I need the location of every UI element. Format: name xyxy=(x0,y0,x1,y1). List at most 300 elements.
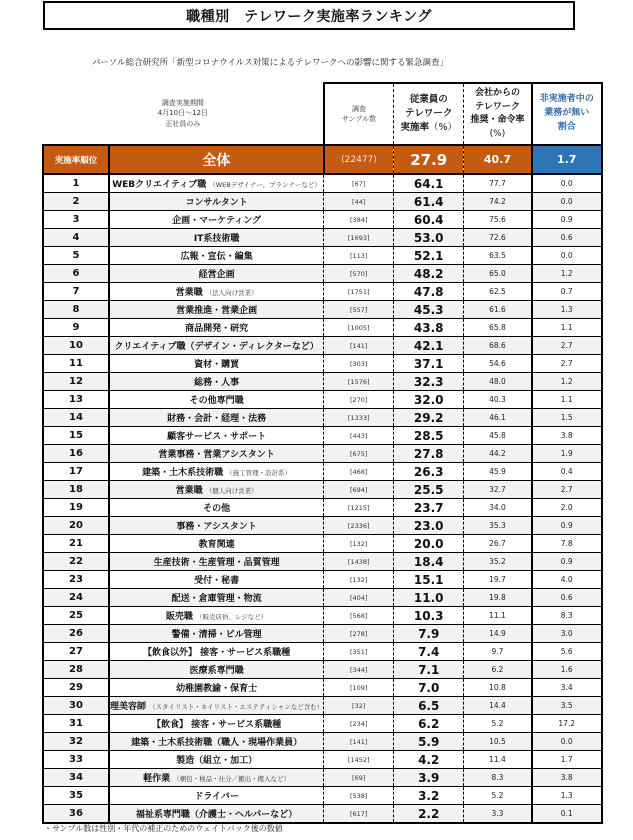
row-job-name xyxy=(109,661,324,679)
table-row xyxy=(43,319,602,337)
row-rank: 29 xyxy=(43,679,109,697)
row-rank: 14 xyxy=(43,409,109,427)
row-company-rate: 40.3 xyxy=(464,391,532,409)
row-nowork-ratio: 0.9 xyxy=(532,211,602,229)
row-nowork-ratio: 0.0 xyxy=(532,733,602,751)
row-job-name xyxy=(109,625,324,643)
table-row xyxy=(43,499,602,517)
row-nowork-ratio: 2.0 xyxy=(532,499,602,517)
row-job-name xyxy=(109,319,324,337)
row-job-name xyxy=(109,174,324,193)
row-telework-rate: 47.8 xyxy=(394,283,464,301)
row-telework-rate: 52.1 xyxy=(394,247,464,265)
header-rate-label: 実施率 xyxy=(400,122,429,134)
table-row xyxy=(43,445,602,463)
row-sample: [2336] xyxy=(324,517,394,535)
row-sample: [538] xyxy=(324,787,394,805)
ranking-table xyxy=(42,82,603,824)
table-row xyxy=(43,553,602,571)
row-company-rate: 65.8 xyxy=(464,319,532,337)
row-telework-rate: 32.3 xyxy=(394,373,464,391)
header-sample-line2: サンプル数 xyxy=(341,115,377,123)
row-telework-rate: 27.8 xyxy=(394,445,464,463)
row-rank: 24 xyxy=(43,589,109,607)
row-telework-rate: 5.9 xyxy=(394,733,464,751)
row-company-rate: 54.6 xyxy=(464,355,532,373)
row-job-name xyxy=(109,535,324,553)
row-job-name xyxy=(109,787,324,805)
row-job-title: 経営企画 xyxy=(198,270,235,280)
row-nowork-ratio: 1.6 xyxy=(532,661,602,679)
row-sample: [109] xyxy=(324,679,394,697)
total-company: 40.7 xyxy=(464,145,532,174)
row-job-title: 建築・土木系技術職（職人・現場作業員） xyxy=(131,738,303,748)
row-rank: 4 xyxy=(43,229,109,247)
header-company-line1: 会社からの xyxy=(474,88,520,98)
row-sample: [557] xyxy=(324,301,394,319)
table-row xyxy=(43,787,602,805)
row-rank: 32 xyxy=(43,733,109,751)
row-company-rate: 77.7 xyxy=(464,174,532,193)
row-job-name xyxy=(109,283,324,301)
row-rank: 22 xyxy=(43,553,109,571)
row-telework-rate: 15.1 xyxy=(394,571,464,589)
row-company-rate: 26.7 xyxy=(464,535,532,553)
row-telework-rate: 11.0 xyxy=(394,589,464,607)
row-company-rate: 3.3 xyxy=(464,805,532,824)
row-rank: 2 xyxy=(43,193,109,211)
row-job-name xyxy=(109,445,324,463)
row-job-title: 販売職 xyxy=(165,612,193,622)
row-job-name xyxy=(109,463,324,481)
row-telework-rate: 42.1 xyxy=(394,337,464,355)
total-rank-label: 実施率順位 xyxy=(43,145,109,174)
row-telework-rate: 20.0 xyxy=(394,535,464,553)
row-job-title: 営業職 xyxy=(175,486,203,496)
row-company-rate: 65.0 xyxy=(464,265,532,283)
row-rank: 11 xyxy=(43,355,109,373)
row-job-name xyxy=(109,229,324,247)
row-job-name xyxy=(109,715,324,733)
row-company-rate: 14.9 xyxy=(464,625,532,643)
row-sample: [1751] xyxy=(324,283,394,301)
row-telework-rate: 43.8 xyxy=(394,319,464,337)
table-row xyxy=(43,589,602,607)
row-job-note: （施工管理・設計系） xyxy=(226,469,292,477)
header-no-work-ratio xyxy=(532,83,602,145)
row-job-title: 幼稚園教諭・保育士 xyxy=(176,684,258,694)
header-period-scope: 正社員のみ xyxy=(165,119,201,128)
row-telework-rate: 29.2 xyxy=(394,409,464,427)
row-sample: [468] xyxy=(324,463,394,481)
row-sample: [1693] xyxy=(324,229,394,247)
row-company-rate: 11.1 xyxy=(464,607,532,625)
header-company-unit: (%) xyxy=(489,128,506,139)
row-job-title: コンサルタント xyxy=(185,198,248,208)
row-sample: [694] xyxy=(324,481,394,499)
row-job-note: （販売店員、レジなど） xyxy=(195,613,268,621)
row-company-rate: 74.2 xyxy=(464,193,532,211)
row-nowork-ratio: 3.0 xyxy=(532,625,602,643)
row-sample: [303] xyxy=(324,355,394,373)
row-rank: 13 xyxy=(43,391,109,409)
row-company-rate: 45.8 xyxy=(464,427,532,445)
total-nowork: 1.7 xyxy=(532,145,602,174)
row-telework-rate: 18.4 xyxy=(394,553,464,571)
row-rank: 10 xyxy=(43,337,109,355)
row-telework-rate: 4.2 xyxy=(394,751,464,769)
header-rate-line3 xyxy=(394,121,463,135)
row-company-rate: 8.3 xyxy=(464,769,532,787)
row-sample: [443] xyxy=(324,427,394,445)
header-company-line2: テレワーク xyxy=(475,101,520,112)
row-job-title: 警備・清掃・ビル管理 xyxy=(171,630,262,640)
row-telework-rate: 7.0 xyxy=(394,679,464,697)
footnote: ・サンプル数は性別・年代の補正のためのウェイトバック後の数値 xyxy=(44,824,283,833)
row-nowork-ratio: 0.6 xyxy=(532,229,602,247)
row-telework-rate: 37.1 xyxy=(394,355,464,373)
header-rate-line2: テレワーク xyxy=(405,107,453,119)
row-sample: [278] xyxy=(324,625,394,643)
row-rank: 21 xyxy=(43,535,109,553)
row-job-title: 建築・土木系技術職 xyxy=(142,468,224,478)
row-company-rate: 19.8 xyxy=(464,589,532,607)
table-row xyxy=(43,229,602,247)
row-job-note: （スタイリスト・ネイリスト・エステティシャンなど含む） xyxy=(149,703,324,711)
row-job-title: 受付・秘書 xyxy=(194,576,240,586)
table-row xyxy=(43,643,602,661)
header-nowork-line2: 業務が無い xyxy=(544,108,590,119)
row-rank: 36 xyxy=(43,805,109,824)
row-telework-rate: 23.7 xyxy=(394,499,464,517)
header-nowork-line1: 非実施者中の xyxy=(539,94,594,105)
row-company-rate: 6.2 xyxy=(464,661,532,679)
row-sample: [617] xyxy=(324,805,394,824)
table-row xyxy=(43,373,602,391)
table-row xyxy=(43,697,602,715)
row-sample: [1438] xyxy=(324,553,394,571)
row-rank: 7 xyxy=(43,283,109,301)
total-rate: 27.9 xyxy=(394,145,464,174)
header-rate-unit: （%） xyxy=(428,122,457,134)
row-nowork-ratio: 1.1 xyxy=(532,391,602,409)
row-nowork-ratio: 0.0 xyxy=(532,174,602,193)
row-telework-rate: 26.3 xyxy=(394,463,464,481)
table-row xyxy=(43,733,602,751)
row-nowork-ratio: 0.1 xyxy=(532,805,602,824)
row-nowork-ratio: 7.8 xyxy=(532,535,602,553)
row-nowork-ratio: 17.2 xyxy=(532,715,602,733)
row-sample: [344] xyxy=(324,661,394,679)
row-nowork-ratio: 3.4 xyxy=(532,679,602,697)
row-sample: [234] xyxy=(324,715,394,733)
row-sample: [1452] xyxy=(324,751,394,769)
row-job-name xyxy=(109,805,324,824)
table-row xyxy=(43,679,602,697)
row-job-title: 【飲食以外】 接客・サービス系職種 xyxy=(143,648,291,658)
row-company-rate: 44.2 xyxy=(464,445,532,463)
row-nowork-ratio: 5.6 xyxy=(532,643,602,661)
header-sample-line1: 調査 xyxy=(351,104,366,113)
table-row xyxy=(43,265,602,283)
row-rank: 35 xyxy=(43,787,109,805)
table-row xyxy=(43,391,602,409)
row-company-rate: 68.6 xyxy=(464,337,532,355)
table-row xyxy=(43,193,602,211)
row-company-rate: 5.2 xyxy=(464,787,532,805)
row-sample: [270] xyxy=(324,391,394,409)
header-company-recommend-rate xyxy=(464,83,532,145)
row-telework-rate: 60.4 xyxy=(394,211,464,229)
row-company-rate: 34.0 xyxy=(464,499,532,517)
row-sample: [1576] xyxy=(324,373,394,391)
row-company-rate: 14.4 xyxy=(464,697,532,715)
row-rank: 15 xyxy=(43,427,109,445)
row-rank: 6 xyxy=(43,265,109,283)
header-company-line3: 推奨・命令率 xyxy=(470,115,525,125)
row-job-title: 配送・倉庫管理・物流 xyxy=(171,594,262,604)
table-row xyxy=(43,769,602,787)
row-company-rate: 45.9 xyxy=(464,463,532,481)
row-telework-rate: 25.5 xyxy=(394,481,464,499)
row-job-name xyxy=(109,373,324,391)
row-nowork-ratio: 8.3 xyxy=(532,607,602,625)
table-row xyxy=(43,751,602,769)
row-company-rate: 75.6 xyxy=(464,211,532,229)
row-job-name xyxy=(109,517,324,535)
total-sample: (22477) xyxy=(324,145,394,174)
row-job-title: 【飲食】 接客・サービス系職種 xyxy=(152,720,282,730)
row-job-name xyxy=(109,769,324,787)
row-rank: 25 xyxy=(43,607,109,625)
row-rank: 9 xyxy=(43,319,109,337)
row-job-name xyxy=(109,589,324,607)
row-nowork-ratio: 1.3 xyxy=(532,301,602,319)
header-telework-rate xyxy=(394,83,464,145)
row-job-title: 教育関連 xyxy=(198,540,235,550)
row-job-title: 医療系専門職 xyxy=(189,666,244,676)
row-job-title: 資材・購買 xyxy=(194,360,240,370)
row-job-name xyxy=(109,679,324,697)
row-job-title: 製造（組立・加工） xyxy=(176,756,258,766)
row-job-name xyxy=(109,733,324,751)
row-nowork-ratio: 1.3 xyxy=(532,787,602,805)
row-nowork-ratio: 1.2 xyxy=(532,265,602,283)
table-row xyxy=(43,337,602,355)
table-row xyxy=(43,283,602,301)
source-caption: パーソル総合研究所「新型コロナウイルス対策によるテレワークへの影響に関する緊急調査」 xyxy=(92,58,448,68)
row-job-note: （梱包・検品・仕分／搬出・搬入など） xyxy=(173,775,291,783)
row-nowork-ratio: 2.7 xyxy=(532,337,602,355)
row-job-title: 理美容師 xyxy=(110,702,147,712)
total-name: 全体 xyxy=(109,145,324,174)
row-sample: [132] xyxy=(324,571,394,589)
row-job-title: ドライバー xyxy=(194,792,239,802)
table-row xyxy=(43,661,602,679)
row-job-title: 企画・マーケティング xyxy=(172,216,262,226)
row-job-name xyxy=(109,553,324,571)
table-row xyxy=(43,427,602,445)
row-telework-rate: 10.3 xyxy=(394,607,464,625)
row-sample: [351] xyxy=(324,643,394,661)
row-telework-rate: 64.1 xyxy=(394,174,464,193)
row-company-rate: 10.5 xyxy=(464,733,532,751)
row-company-rate: 72.6 xyxy=(464,229,532,247)
header-period-label: 調査実施期間 xyxy=(161,99,204,108)
row-telework-rate: 28.5 xyxy=(394,427,464,445)
row-job-note: （WEBデザイナー、プランナーなど） xyxy=(209,181,322,189)
row-nowork-ratio: 0.0 xyxy=(532,193,602,211)
row-job-name xyxy=(109,193,324,211)
row-rank: 33 xyxy=(43,751,109,769)
row-job-name xyxy=(109,265,324,283)
row-sample: [1005] xyxy=(324,319,394,337)
row-nowork-ratio: 0.7 xyxy=(532,283,602,301)
row-nowork-ratio: 0.9 xyxy=(532,517,602,535)
row-company-rate: 11.4 xyxy=(464,751,532,769)
row-nowork-ratio: 1.2 xyxy=(532,373,602,391)
row-rank: 5 xyxy=(43,247,109,265)
table-row xyxy=(43,463,602,481)
header-sample-size xyxy=(324,83,394,145)
row-telework-rate: 23.0 xyxy=(394,517,464,535)
row-company-rate: 19.7 xyxy=(464,571,532,589)
row-sample: [384] xyxy=(324,211,394,229)
row-sample: [1215] xyxy=(324,499,394,517)
row-sample: [141] xyxy=(324,733,394,751)
row-rank: 28 xyxy=(43,661,109,679)
row-company-rate: 5.2 xyxy=(464,715,532,733)
table-row xyxy=(43,805,602,824)
row-nowork-ratio: 3.8 xyxy=(532,769,602,787)
row-sample: [570] xyxy=(324,265,394,283)
row-rank: 12 xyxy=(43,373,109,391)
row-nowork-ratio: 2.7 xyxy=(532,481,602,499)
row-job-name xyxy=(109,409,324,427)
row-job-title: 営業事務・営業アシスタント xyxy=(158,450,275,460)
row-nowork-ratio: 2.7 xyxy=(532,355,602,373)
row-nowork-ratio: 3.8 xyxy=(532,427,602,445)
row-telework-rate: 7.9 xyxy=(394,625,464,643)
row-telework-rate: 45.3 xyxy=(394,301,464,319)
row-job-name xyxy=(109,355,324,373)
row-job-note: （法人向け営業） xyxy=(205,289,258,297)
row-rank: 8 xyxy=(43,301,109,319)
header-survey-period xyxy=(43,83,324,145)
row-job-name xyxy=(109,751,324,769)
row-company-rate: 61.6 xyxy=(464,301,532,319)
row-company-rate: 32.7 xyxy=(464,481,532,499)
row-job-note: （個人向け営業） xyxy=(205,487,258,495)
row-job-name xyxy=(109,211,324,229)
row-job-title: クリエイティブ職（デザイン・ディレクターなど） xyxy=(114,342,319,352)
row-sample: [404] xyxy=(324,589,394,607)
row-company-rate: 9.7 xyxy=(464,643,532,661)
row-nowork-ratio: 4.0 xyxy=(532,571,602,589)
row-job-title: 顧客サービス・サポート xyxy=(167,432,267,442)
row-job-name xyxy=(109,643,324,661)
row-telework-rate: 61.4 xyxy=(394,193,464,211)
row-sample: [32] xyxy=(324,697,394,715)
row-job-title: 生産技術・生産管理・品質管理 xyxy=(153,558,280,568)
row-sample: [141] xyxy=(324,337,394,355)
row-nowork-ratio: 1.5 xyxy=(532,409,602,427)
row-job-name xyxy=(109,607,324,625)
header-nowork-line3: 割合 xyxy=(557,121,576,132)
row-company-rate: 63.5 xyxy=(464,247,532,265)
table-row xyxy=(43,481,602,499)
row-sample: [132] xyxy=(324,535,394,553)
table-row xyxy=(43,301,602,319)
row-nowork-ratio: 3.5 xyxy=(532,697,602,715)
table-row xyxy=(43,715,602,733)
row-nowork-ratio: 0.4 xyxy=(532,463,602,481)
table-row xyxy=(43,211,602,229)
table-row xyxy=(43,409,602,427)
row-job-title: 事務・アシスタント xyxy=(176,522,257,532)
row-nowork-ratio: 1.9 xyxy=(532,445,602,463)
row-job-name xyxy=(109,427,324,445)
row-job-title: 広報・宣伝・編集 xyxy=(180,252,253,262)
row-job-title: その他専門職 xyxy=(189,396,244,406)
row-nowork-ratio: 0.0 xyxy=(532,247,602,265)
row-rank: 30 xyxy=(43,697,109,715)
row-job-name xyxy=(109,247,324,265)
row-job-title: 商品開発・研究 xyxy=(185,324,249,334)
header-rate-line1: 従業員の xyxy=(409,93,448,105)
row-rank: 26 xyxy=(43,625,109,643)
row-nowork-ratio: 1.1 xyxy=(532,319,602,337)
row-telework-rate: 6.5 xyxy=(394,697,464,715)
row-sample: [1333] xyxy=(324,409,394,427)
row-job-name xyxy=(109,301,324,319)
row-job-title: 財務・会計・経理・法務 xyxy=(167,414,267,424)
row-telework-rate: 6.2 xyxy=(394,715,464,733)
row-job-title: その他 xyxy=(203,504,231,514)
row-job-name xyxy=(109,481,324,499)
row-rank: 1 xyxy=(43,174,109,193)
row-telework-rate: 48.2 xyxy=(394,265,464,283)
row-job-title: IT系技術職 xyxy=(193,234,240,244)
row-job-title: WEBクリエイティブ職 xyxy=(112,180,207,190)
row-company-rate: 48.0 xyxy=(464,373,532,391)
table-row xyxy=(43,571,602,589)
table-row xyxy=(43,607,602,625)
row-telework-rate: 53.0 xyxy=(394,229,464,247)
row-sample: [675] xyxy=(324,445,394,463)
table-row xyxy=(43,247,602,265)
row-company-rate: 10.8 xyxy=(464,679,532,697)
row-rank: 20 xyxy=(43,517,109,535)
row-telework-rate: 7.4 xyxy=(394,643,464,661)
row-job-title: 総務・人事 xyxy=(194,378,240,388)
row-telework-rate: 3.2 xyxy=(394,787,464,805)
row-company-rate: 62.5 xyxy=(464,283,532,301)
row-nowork-ratio: 0.9 xyxy=(532,553,602,571)
row-sample: [44] xyxy=(324,193,394,211)
table-header-row xyxy=(43,83,602,145)
table-row xyxy=(43,174,602,193)
row-rank: 34 xyxy=(43,769,109,787)
row-rank: 27 xyxy=(43,643,109,661)
row-sample: [113] xyxy=(324,247,394,265)
table-row xyxy=(43,535,602,553)
page-title: 職種別 テレワーク実施率ランキング xyxy=(186,8,432,25)
table-row xyxy=(43,517,602,535)
row-nowork-ratio: 0.6 xyxy=(532,589,602,607)
row-rank: 19 xyxy=(43,499,109,517)
row-company-rate: 35.2 xyxy=(464,553,532,571)
